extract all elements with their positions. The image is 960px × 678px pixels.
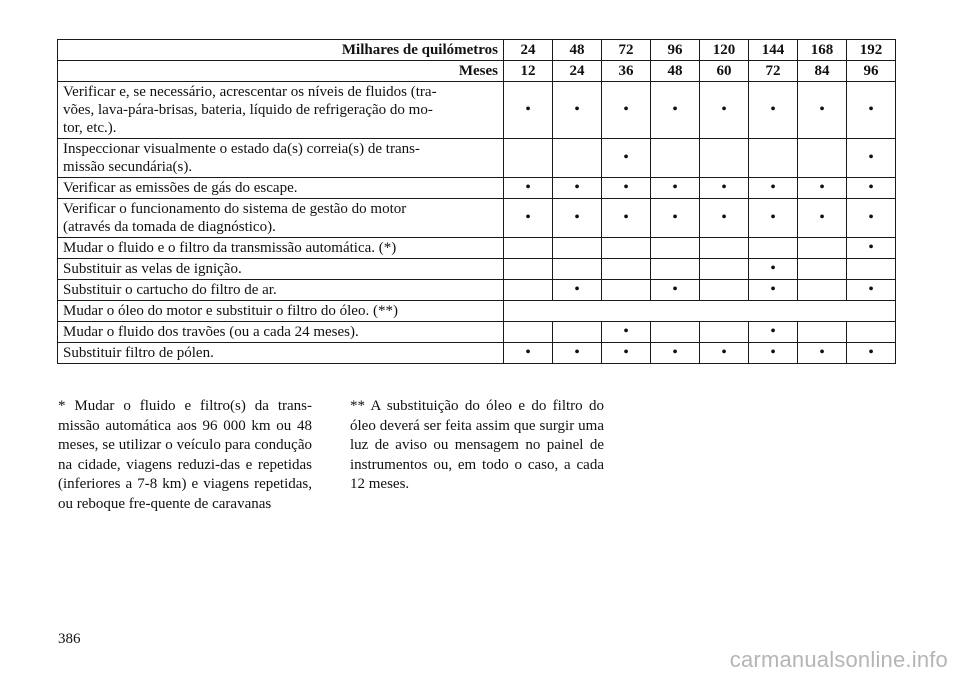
header-value: 60 bbox=[700, 61, 749, 82]
interval-mark bbox=[798, 259, 847, 280]
header-value: 120 bbox=[700, 40, 749, 61]
interval-mark bbox=[749, 238, 798, 259]
interval-mark bbox=[700, 259, 749, 280]
interval-mark: • bbox=[602, 343, 651, 364]
interval-mark bbox=[553, 139, 602, 178]
interval-mark: • bbox=[504, 343, 553, 364]
header-value: 48 bbox=[553, 40, 602, 61]
interval-mark: • bbox=[847, 238, 896, 259]
interval-mark: • bbox=[553, 178, 602, 199]
interval-mark: • bbox=[602, 139, 651, 178]
interval-mark bbox=[553, 238, 602, 259]
description-line: (através da tomada de diagnóstico). bbox=[63, 219, 276, 235]
interval-mark: • bbox=[553, 82, 602, 139]
interval-mark: • bbox=[700, 82, 749, 139]
interval-mark bbox=[847, 259, 896, 280]
maintenance-schedule-table bbox=[57, 39, 896, 364]
interval-mark: • bbox=[602, 199, 651, 238]
header-label: Milhares de quilómetros bbox=[58, 40, 504, 61]
interval-mark: • bbox=[749, 259, 798, 280]
interval-mark: • bbox=[651, 280, 700, 301]
description-line: vões, lava-pára-brisas, bateria, líquido de refrigeração do mo- bbox=[63, 102, 433, 118]
interval-mark bbox=[798, 139, 847, 178]
description-line: Substituir as velas de ignição. bbox=[63, 261, 242, 277]
interval-mark: • bbox=[798, 199, 847, 238]
interval-mark: • bbox=[651, 82, 700, 139]
table-row bbox=[58, 178, 896, 199]
description-line: Mudar o óleo do motor e substituir o filtro do óleo. (**) bbox=[63, 303, 398, 319]
header-value: 72 bbox=[602, 40, 651, 61]
description-line: Mudar o fluido e o filtro da transmissão automática. (*) bbox=[63, 240, 397, 256]
interval-mark bbox=[504, 259, 553, 280]
interval-mark: • bbox=[504, 82, 553, 139]
interval-mark bbox=[504, 139, 553, 178]
table-row bbox=[58, 301, 896, 322]
interval-mark bbox=[651, 139, 700, 178]
interval-mark: • bbox=[749, 343, 798, 364]
interval-mark: • bbox=[602, 178, 651, 199]
description-line: Substituir o cartucho do filtro de ar. bbox=[63, 282, 277, 298]
interval-mark bbox=[700, 280, 749, 301]
description-line: Mudar o fluido dos travões (ou a cada 24 meses). bbox=[63, 324, 359, 340]
header-value: 96 bbox=[847, 61, 896, 82]
interval-mark bbox=[602, 238, 651, 259]
header-value: 12 bbox=[504, 61, 553, 82]
header-value: 168 bbox=[798, 40, 847, 61]
header-value: 96 bbox=[651, 40, 700, 61]
interval-mark bbox=[553, 322, 602, 343]
row-description bbox=[58, 238, 504, 259]
interval-mark: • bbox=[847, 280, 896, 301]
description-line: Verificar o funcionamento do sistema de gestão do motor bbox=[63, 201, 407, 217]
row-description bbox=[58, 301, 504, 322]
interval-mark: • bbox=[847, 343, 896, 364]
interval-mark: • bbox=[700, 199, 749, 238]
interval-mark bbox=[602, 280, 651, 301]
row-description bbox=[58, 343, 504, 364]
header-label: Meses bbox=[58, 61, 504, 82]
interval-mark: • bbox=[749, 82, 798, 139]
header-value: 72 bbox=[749, 61, 798, 82]
interval-mark bbox=[504, 322, 553, 343]
header-value: 48 bbox=[651, 61, 700, 82]
table-row bbox=[58, 322, 896, 343]
interval-mark bbox=[847, 322, 896, 343]
interval-mark: • bbox=[553, 199, 602, 238]
row-description bbox=[58, 259, 504, 280]
interval-mark: • bbox=[602, 322, 651, 343]
table-row bbox=[58, 199, 896, 238]
header-value: 24 bbox=[553, 61, 602, 82]
header-value: 144 bbox=[749, 40, 798, 61]
row-description bbox=[58, 199, 504, 238]
interval-mark: • bbox=[553, 343, 602, 364]
row-description bbox=[58, 322, 504, 343]
interval-mark bbox=[798, 280, 847, 301]
interval-mark bbox=[798, 322, 847, 343]
description-line: Verificar e, se necessário, acrescentar os níveis de fluidos (tra- bbox=[63, 84, 437, 100]
description-line: tor, etc.). bbox=[63, 120, 117, 136]
interval-mark: • bbox=[749, 322, 798, 343]
interval-mark bbox=[504, 280, 553, 301]
row-description bbox=[58, 139, 504, 178]
interval-mark: • bbox=[847, 139, 896, 178]
table-row bbox=[58, 259, 896, 280]
interval-mark bbox=[651, 322, 700, 343]
interval-mark: • bbox=[602, 82, 651, 139]
interval-mark: • bbox=[847, 82, 896, 139]
interval-mark bbox=[602, 259, 651, 280]
interval-mark: • bbox=[504, 199, 553, 238]
interval-mark bbox=[700, 139, 749, 178]
interval-mark: • bbox=[651, 343, 700, 364]
footnote-transmission: * Mudar o fluido e filtro(s) da trans-missão automática aos 96 000 km ou 48 meses, se utilizar o veículo para condução na cidade, viagens reduzi-das e repetidas (inferiores a 7-8 km) e viagens repetidas, ou reboque fre-quente de caravanas bbox=[58, 398, 312, 512]
interval-mark bbox=[504, 238, 553, 259]
interval-mark: • bbox=[553, 280, 602, 301]
interval-mark: • bbox=[798, 82, 847, 139]
interval-mark bbox=[553, 259, 602, 280]
row-description bbox=[58, 82, 504, 139]
table-row bbox=[58, 139, 896, 178]
interval-mark bbox=[651, 259, 700, 280]
interval-mark: • bbox=[798, 178, 847, 199]
spanned-empty-cell bbox=[504, 301, 896, 322]
interval-mark: • bbox=[847, 199, 896, 238]
header-value: 192 bbox=[847, 40, 896, 61]
watermark-text: carmanualsonline.info bbox=[729, 647, 948, 672]
interval-mark: • bbox=[651, 178, 700, 199]
interval-mark: • bbox=[504, 178, 553, 199]
interval-mark: • bbox=[749, 280, 798, 301]
description-line: Substituir filtro de pólen. bbox=[63, 345, 214, 361]
interval-mark: • bbox=[749, 199, 798, 238]
header-value: 24 bbox=[504, 40, 553, 61]
interval-mark bbox=[798, 238, 847, 259]
page-number: 386 bbox=[58, 631, 81, 647]
header-row bbox=[58, 40, 896, 61]
header-row bbox=[58, 61, 896, 82]
header-value: 36 bbox=[602, 61, 651, 82]
footnote-oil-change: ** A substituição do óleo e do filtro do óleo deverá ser feita assim que surgir uma luz de aviso ou mensagem no painel de instrumentos ou, em todo o caso, a cada 12 meses. bbox=[350, 398, 604, 492]
table-row bbox=[58, 280, 896, 301]
interval-mark: • bbox=[700, 178, 749, 199]
row-description bbox=[58, 280, 504, 301]
interval-mark bbox=[700, 322, 749, 343]
description-line: Inspeccionar visualmente o estado da(s) correia(s) de trans- bbox=[63, 141, 420, 157]
interval-mark bbox=[651, 238, 700, 259]
interval-mark: • bbox=[651, 199, 700, 238]
table-row bbox=[58, 343, 896, 364]
header-value: 84 bbox=[798, 61, 847, 82]
interval-mark: • bbox=[798, 343, 847, 364]
interval-mark bbox=[700, 238, 749, 259]
interval-mark: • bbox=[847, 178, 896, 199]
description-line: missão secundária(s). bbox=[63, 159, 193, 175]
description-line: Verificar as emissões de gás do escape. bbox=[63, 180, 298, 196]
interval-mark bbox=[749, 139, 798, 178]
table-row bbox=[58, 238, 896, 259]
interval-mark: • bbox=[700, 343, 749, 364]
table-row bbox=[58, 82, 896, 139]
interval-mark: • bbox=[749, 178, 798, 199]
row-description bbox=[58, 178, 504, 199]
